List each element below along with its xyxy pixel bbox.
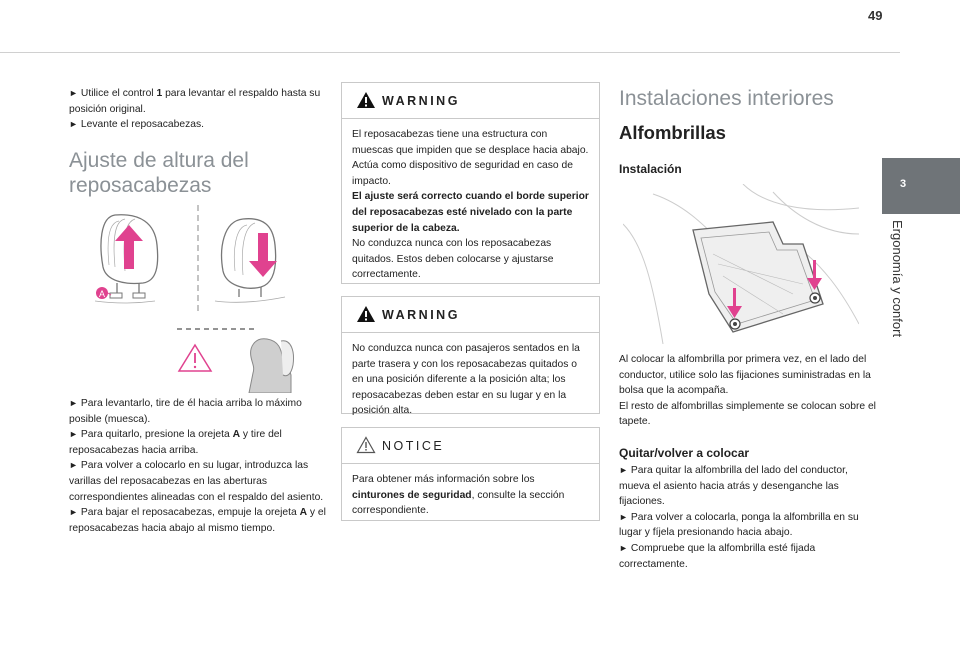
warning-box — [341, 82, 600, 284]
warning-bold-text: El ajuste será correcto cuando el borde superior del reposacabezas esté nivelado con la parte superior de la cabeza. — [352, 191, 589, 234]
chapter-title — [890, 220, 920, 380]
list-item: ► Utilice el control 1 para levantar el respaldo hasta su posición original. — [69, 88, 321, 115]
chapter-title-text: Ergonomía y confort — [890, 220, 905, 338]
bullet-arrow-icon: ► — [69, 460, 78, 471]
header-divider — [0, 52, 900, 53]
notice-header — [342, 428, 599, 464]
notice-box — [341, 427, 600, 521]
paragraph: El resto de alfombrillas simplemente se colocan sobre el tapete. — [619, 400, 876, 428]
list-item: ► Para volver a colocarlo en su lugar, introduzca las varillas del reposacabezas en las aberturas correspondientes alineadas con el respaldo del asiento. — [69, 460, 324, 503]
notice-label: NOTICE — [382, 439, 445, 453]
notice-icon — [356, 436, 376, 454]
list-item: ► Para quitarlo, presione la orejeta A y tire del reposacabezas hacia arriba. — [69, 429, 282, 456]
intro-list — [69, 86, 327, 133]
warning-text: El reposacabezas tiene una estructura con muescas que impiden que se desplace hacia abajo. Actúa como dispositivo de seguridad en caso de impacto. — [352, 129, 589, 187]
warning-header — [342, 83, 599, 119]
warning-body — [342, 333, 599, 419]
section-heading: Instalaciones interiores — [619, 87, 834, 110]
chapter-number: 3 — [899, 178, 907, 190]
bullet-arrow-icon: ► — [69, 398, 78, 408]
bullet-arrow-icon: ► — [69, 119, 78, 130]
warning-body — [342, 119, 599, 283]
notice-text: Para obtener más información sobre los cinturones de seguridad, consulte la sección correspondiente. — [352, 474, 565, 517]
remove-steps — [619, 463, 881, 572]
paragraph: Al colocar la alfombrilla por primera vez, en el lado del conductor, utilice solo las fijaciones suministradas en la bolsa que la acompaña. — [619, 354, 871, 397]
warning-icon — [356, 91, 376, 109]
install-heading: Instalación — [619, 162, 682, 176]
list-item: ► Para levantarlo, tire de él hacia arriba lo máximo posible (muesca). — [69, 398, 302, 425]
headrest-illustration — [95, 205, 295, 393]
remove-heading: Quitar/volver a colocar — [619, 446, 750, 460]
list-item: ► Levante el reposacabezas. — [69, 119, 204, 131]
chapter-tab[interactable] — [882, 158, 960, 214]
warning-header — [342, 297, 599, 333]
list-item: ► Para bajar el reposacabezas, empuje la orejeta A y el reposacabezas hacia abajo al mismo tiempo. — [69, 507, 326, 534]
bullet-arrow-icon: ► — [619, 542, 628, 553]
warning-box — [341, 296, 600, 417]
warning-icon — [356, 305, 376, 323]
bullet-arrow-icon: ► — [619, 465, 628, 475]
page-number: 49 — [868, 8, 883, 23]
bullet-arrow-icon: ► — [619, 511, 628, 522]
notice-body — [342, 464, 599, 519]
subsection-heading: Alfombrillas — [619, 122, 726, 143]
list-item: ► Para volver a colocarla, ponga la alfombrilla en su lugar y fíjela presionando hacia abajo. — [619, 511, 859, 539]
steps-list — [69, 396, 327, 536]
floor-mat-illustration — [623, 184, 859, 344]
warning-label: WARNING — [382, 94, 460, 108]
warning-label: WARNING — [382, 308, 460, 322]
warning-text: No conduzca nunca con los reposacabezas quitados. Estos deben colocarse y ajustarse correctamente. — [352, 238, 554, 281]
bullet-arrow-icon: ► — [69, 507, 78, 518]
figure-label-a: A — [98, 289, 106, 299]
bullet-arrow-icon: ► — [69, 88, 78, 98]
section-heading: Ajuste de altura del reposacabezas — [69, 149, 249, 197]
install-text — [619, 352, 881, 430]
list-item: ► Compruebe que la alfombrilla esté fijada correctamente. — [619, 542, 816, 570]
bullet-arrow-icon: ► — [69, 429, 78, 440]
list-item: ► Para quitar la alfombrilla del lado del conductor, mueva el asiento hacia atrás y desenganche las fijaciones. — [619, 465, 848, 508]
warning-text: No conduzca nunca con pasajeros sentados en la parte trasera y con los reposacabezas quitados o en una posición diferente a la posición alta; los reposacabezas deben estar en su lugar y en la posición alta. — [352, 343, 580, 417]
